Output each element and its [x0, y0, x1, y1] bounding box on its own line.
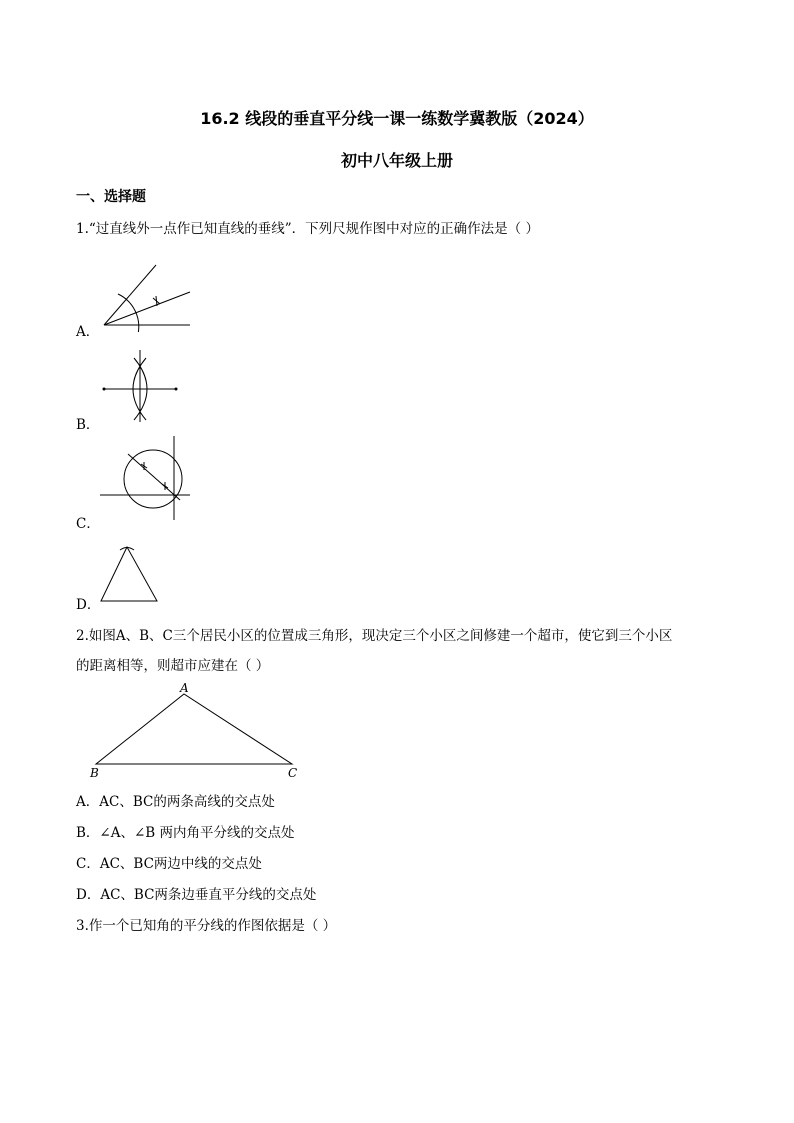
question-1-text: 1.“过直线外一点作已知直线的垂线”．下列尺规作图中对应的正确作法是（ ）	[76, 221, 539, 237]
question-2-line-1: 2.如图A、B、C三个居民小区的位置成三角形，现决定三个小区之间修建一个超市，使它到三个小区	[76, 628, 673, 644]
vertex-label-b: B	[90, 766, 99, 780]
question-2-line-2: 的距离相等，则超市应建在（ ）	[76, 658, 270, 674]
document-subtitle: 初中八年级上册	[340, 151, 453, 170]
q2-option-c: C．AC、BC两边中线的交点处	[76, 856, 262, 872]
vertex-label-a: A	[180, 681, 189, 695]
q1-option-a-label: A．	[76, 324, 100, 340]
q1-figure-c	[98, 434, 198, 524]
q2-option-d: D．AC、BC两条边垂直平分线的交点处	[76, 887, 317, 903]
section-heading: 一、选择题	[76, 189, 146, 205]
question-3-text: 3.作一个已知角的平分线的作图依据是（ ）	[76, 918, 337, 934]
q1-option-d-label: D．	[76, 597, 101, 613]
q2-option-b: B．∠A、∠B 两内角平分线的交点处	[76, 825, 295, 841]
q1-option-c-label: C．	[76, 516, 100, 532]
q1-figure-d	[98, 543, 162, 605]
document-title: 16.2 线段的垂直平分线一课一练数学冀教版（2024）	[200, 109, 594, 128]
q2-option-a: A．AC、BC的两条高线的交点处	[76, 794, 275, 810]
q2-triangle-figure	[86, 680, 306, 784]
q1-figure-b	[98, 346, 188, 426]
q1-option-b-label: B．	[76, 417, 100, 433]
vertex-label-c: C	[288, 766, 298, 780]
q1-figure-a	[98, 262, 198, 332]
